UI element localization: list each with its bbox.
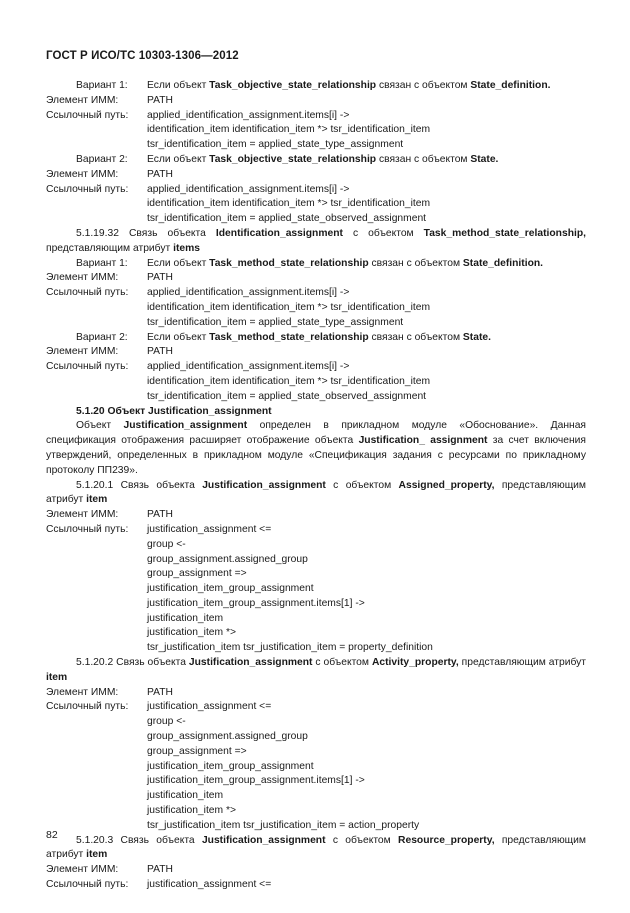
text-run: identification_item identification_item *> tsr_identification_item — [147, 124, 431, 136]
field-value — [147, 79, 550, 94]
text-run: justification_assignment <= — [147, 879, 272, 891]
text-run: Если объект — [147, 257, 210, 269]
text-run: представляющим атрибут — [46, 479, 586, 506]
text-run: связан с объектом — [368, 257, 463, 269]
text-run: justification_item *> — [147, 627, 236, 639]
mapping-line — [46, 597, 586, 612]
field-value — [147, 553, 308, 568]
bold-term: State_definition. — [470, 80, 551, 91]
mapping-line — [46, 286, 586, 301]
text-run: group <- — [147, 716, 186, 728]
field-value — [147, 360, 349, 375]
mapping-line — [46, 390, 586, 405]
field-value — [147, 715, 186, 730]
bold-term: Justification_assignment — [201, 834, 326, 846]
mapping-line — [46, 79, 586, 94]
mapping-line — [46, 301, 586, 316]
mapping-line — [46, 523, 586, 538]
text-run: PATH — [147, 509, 173, 521]
field-label: Элемент ИММ: — [46, 864, 119, 876]
paragraph — [46, 479, 586, 509]
mapping-line — [46, 183, 586, 198]
field-value — [147, 567, 247, 582]
bold-term: State. — [470, 153, 499, 165]
text-run: PATH — [147, 272, 173, 284]
mapping-line — [46, 686, 586, 701]
page-number: 82 — [46, 829, 58, 841]
text-run: justification_assignment <= — [147, 701, 272, 713]
mapping-line — [46, 257, 586, 272]
bold-term: Justification_assignment — [202, 479, 326, 491]
text-run: justification_assignment <= — [147, 523, 272, 535]
field-value — [147, 375, 430, 390]
field-value — [147, 774, 365, 789]
field-value — [147, 286, 349, 301]
field-value — [147, 109, 349, 124]
section-heading — [46, 405, 586, 420]
bold-term: Task_objective_state_relationship — [209, 80, 377, 91]
mapping-line — [46, 375, 586, 390]
field-value — [147, 686, 173, 701]
field-value — [147, 582, 314, 597]
text-run: tsr_identification_item = applied_state_type_assignment — [147, 316, 404, 328]
bold-term: Justification_ assignment — [358, 435, 488, 447]
text-run: group_assignment.assigned_group — [147, 731, 308, 743]
mapping-line — [46, 789, 586, 804]
mapping-line — [46, 730, 586, 745]
text-run: applied_identification_assignment.items[i] -> — [147, 361, 350, 373]
text-run: PATH — [147, 168, 173, 180]
text-run: tsr_identification_item = applied_state_observed_assignment — [147, 213, 427, 225]
field-value — [147, 138, 403, 153]
field-value — [147, 212, 426, 227]
field-value — [147, 878, 271, 893]
bold-term: item — [86, 849, 108, 861]
text-run: связан с объектом — [376, 80, 471, 91]
field-value — [147, 597, 365, 612]
mapping-line — [46, 700, 586, 715]
field-value — [147, 197, 430, 212]
mapping-line — [46, 804, 586, 819]
document-body — [46, 79, 586, 893]
text-run: представляющим атрибут — [458, 657, 586, 669]
text-run: представляющим атрибут — [46, 242, 174, 254]
field-value — [147, 760, 314, 775]
field-label: Ссылочный путь: — [46, 287, 129, 299]
text-run: с объектом — [325, 479, 399, 491]
field-value — [147, 153, 498, 168]
field-value — [147, 626, 236, 641]
text-run: за счет включения утверждений, определенных в прикладном модуле «Спецификация задания с ресурсами по прикладному протоколу ПП239». — [46, 435, 586, 476]
text-run: 5.1.20.3 Связь объекта — [76, 834, 202, 846]
field-label: Элемент ИММ: — [46, 94, 119, 106]
field-value — [147, 789, 223, 804]
field-label: Вариант 2: — [76, 331, 128, 343]
bold-term: items — [173, 242, 200, 254]
paragraph — [46, 419, 586, 478]
field-value — [147, 123, 430, 138]
text-run: с объектом — [325, 834, 399, 846]
field-label: Элемент ИММ: — [46, 346, 119, 358]
mapping-line — [46, 345, 586, 360]
paragraph — [46, 834, 586, 864]
mapping-line — [46, 760, 586, 775]
field-value — [147, 183, 349, 198]
field-value — [147, 612, 223, 627]
text-run: justification_item_group_assignment — [147, 760, 314, 772]
text-run: 5.1.20.1 Связь объекта — [76, 479, 203, 491]
text-run: tsr_justification_item tsr_justification_item = action_property — [147, 819, 420, 831]
bold-term: Assigned_property, — [398, 479, 495, 491]
text-run: Если объект — [147, 153, 210, 165]
mapping-line — [46, 360, 586, 375]
text-run: с объектом — [312, 657, 372, 669]
bold-term: Task_method_state_relationship — [209, 331, 369, 343]
field-label: Элемент ИММ: — [46, 272, 119, 284]
text-run: group_assignment.assigned_group — [147, 553, 308, 565]
mapping-line — [46, 878, 586, 893]
field-label: Элемент ИММ: — [46, 509, 119, 521]
text-run: applied_identification_assignment.items[i] -> — [147, 287, 350, 299]
field-value — [147, 538, 186, 553]
text-run: justification_item_group_assignment.items[1] -> — [147, 775, 365, 787]
field-value — [147, 390, 426, 405]
text-run: identification_item identification_item *> tsr_identification_item — [147, 198, 431, 210]
field-value — [147, 168, 173, 183]
bold-term: Resource_property, — [398, 834, 495, 846]
mapping-line — [46, 863, 586, 878]
mapping-line — [46, 331, 586, 346]
text-run: PATH — [147, 864, 173, 876]
field-value — [147, 819, 419, 834]
text-run: связан с объектом — [368, 331, 463, 343]
bold-term: Task_objective_state_relationship — [209, 153, 377, 165]
field-value — [147, 257, 543, 272]
text-run: представляющим атрибут — [46, 834, 586, 861]
mapping-line — [46, 508, 586, 523]
field-value — [147, 804, 236, 819]
text-run: Если объект — [147, 331, 210, 343]
text-run: PATH — [147, 94, 173, 106]
text-run: определен в прикладном модуле «Обоснование». Данная спецификация отображения расширяет отображение объекта — [46, 420, 586, 447]
mapping-line — [46, 745, 586, 760]
bold-term: State. — [462, 331, 491, 343]
field-label: Вариант 1: — [76, 80, 128, 91]
bold-term: State_definition. — [462, 257, 544, 269]
text-run: 5.1.20.2 Связь объекта — [76, 657, 189, 669]
mapping-line — [46, 123, 586, 138]
paragraph — [46, 656, 586, 686]
text-run: tsr_justification_item tsr_justification_item = property_definition — [147, 642, 433, 654]
bold-term: item — [46, 671, 68, 683]
mapping-line — [46, 168, 586, 183]
paragraph — [46, 227, 586, 257]
text-run: justification_item_group_assignment — [147, 583, 314, 595]
field-label: Ссылочный путь: — [46, 523, 129, 535]
field-value — [147, 641, 433, 656]
bold-term: Identification_assignment — [215, 227, 343, 239]
bold-term: item — [86, 494, 108, 506]
field-value — [147, 331, 491, 346]
mapping-line — [46, 109, 586, 124]
text-run: PATH — [147, 686, 173, 698]
bold-term: Justification_assignment — [123, 420, 248, 432]
field-value — [147, 345, 173, 360]
text-run: group_assignment => — [147, 745, 247, 757]
field-label: Ссылочный путь: — [46, 183, 129, 195]
field-label: Элемент ИММ: — [46, 168, 119, 180]
text-run: tsr_identification_item = applied_state_type_assignment — [147, 139, 404, 151]
field-value — [147, 271, 173, 286]
mapping-line — [46, 153, 586, 168]
text-run: 5.1.20 Объект Justification_assignment — [76, 405, 272, 417]
field-label: Вариант 2: — [76, 153, 128, 165]
mapping-line — [46, 715, 586, 730]
mapping-line — [46, 567, 586, 582]
mapping-line — [46, 819, 586, 834]
text-run: 5.1.19.32 Связь объекта — [76, 227, 216, 239]
field-value — [147, 94, 173, 109]
text-run: group <- — [147, 538, 186, 550]
field-value — [147, 745, 247, 760]
field-label: Ссылочный путь: — [46, 109, 129, 121]
field-value — [147, 301, 430, 316]
text-run: identification_item identification_item *> tsr_identification_item — [147, 375, 431, 387]
mapping-line — [46, 138, 586, 153]
text-run: justification_item *> — [147, 805, 236, 817]
field-value — [147, 700, 271, 715]
text-run: justification_item — [147, 790, 224, 802]
bold-term: Activity_property, — [371, 657, 459, 669]
mapping-line — [46, 582, 586, 597]
mapping-line — [46, 271, 586, 286]
mapping-line — [46, 212, 586, 227]
mapping-line — [46, 538, 586, 553]
field-value — [147, 863, 173, 878]
field-label: Ссылочный путь: — [46, 879, 129, 891]
bold-term: Task_method_state_relationship, — [423, 227, 586, 239]
mapping-line — [46, 197, 586, 212]
mapping-line — [46, 641, 586, 656]
field-label: Вариант 1: — [76, 257, 128, 269]
field-value — [147, 316, 403, 331]
page-header: ГОСТ Р ИСО/ТС 10303-1306—2012 — [46, 50, 239, 62]
mapping-line — [46, 626, 586, 641]
mapping-line — [46, 774, 586, 789]
text-run: group_assignment => — [147, 568, 247, 580]
bold-term: Justification_assignment — [188, 657, 313, 669]
text-run: tsr_identification_item = applied_state_observed_assignment — [147, 390, 427, 402]
mapping-line — [46, 94, 586, 109]
text-run: justification_item — [147, 612, 224, 624]
field-value — [147, 523, 271, 538]
mapping-line — [46, 612, 586, 627]
text-run: с объектом — [342, 227, 424, 239]
mapping-line — [46, 316, 586, 331]
field-value — [147, 730, 308, 745]
field-label: Элемент ИММ: — [46, 686, 119, 698]
text-run: applied_identification_assignment.items[i] -> — [147, 109, 350, 121]
text-run: identification_item identification_item *> tsr_identification_item — [147, 301, 431, 313]
text-run: PATH — [147, 346, 173, 358]
text-run: связан с объектом — [376, 153, 471, 165]
field-label: Ссылочный путь: — [46, 701, 129, 713]
field-label: Ссылочный путь: — [46, 361, 129, 373]
mapping-line — [46, 553, 586, 568]
text-run: Объект — [76, 420, 124, 432]
field-value — [147, 508, 173, 523]
bold-term: Task_method_state_relationship — [209, 257, 369, 269]
text-run: justification_item_group_assignment.items[1] -> — [147, 597, 365, 609]
text-run: applied_identification_assignment.items[i] -> — [147, 183, 350, 195]
text-run: Если объект — [147, 80, 210, 91]
